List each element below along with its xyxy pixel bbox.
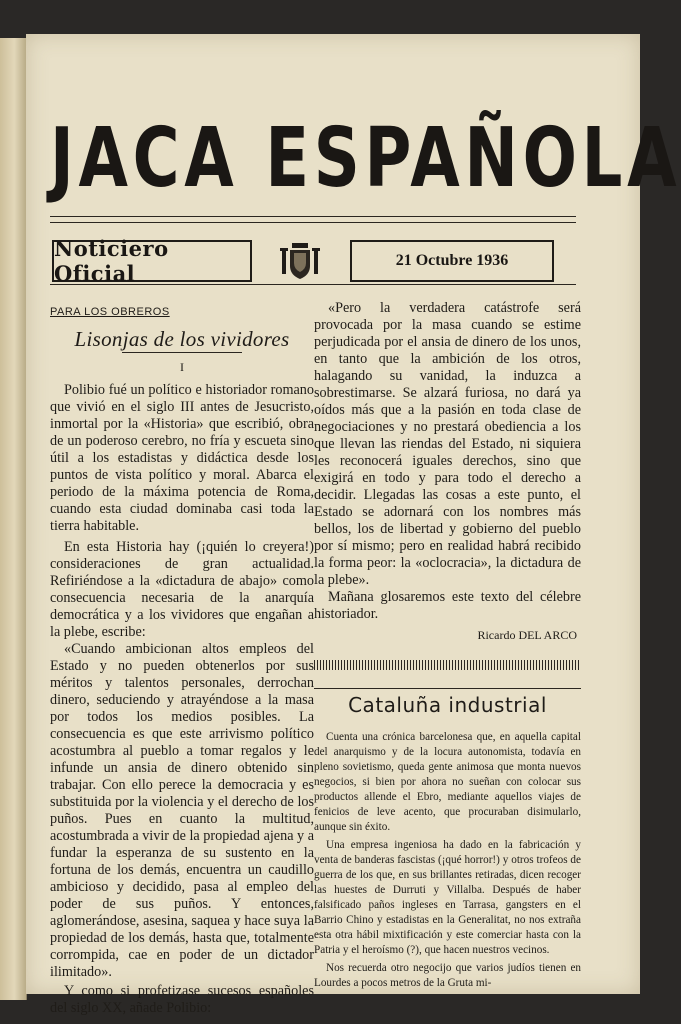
article-kicker: PARA LOS OBREROS xyxy=(50,306,170,318)
paragraph: Mañana glosaremos este texto del célebre historiador. xyxy=(314,589,581,622)
masthead xyxy=(50,104,681,214)
paragraph: Polibio fué un político e historiador romano que vivió en el siglo III antes de Jesucristo, inmortal por la «Historia» que escribió, obra de un poderoso cerebro, no fría y escueta sino útil a los estadistas y didáctica desde los puntos de vista político y moral. Abarca el periodo de la máxima potencia de Roma, cuando esta ciudad dominaba casi toda la tierra habitable. xyxy=(50,382,314,534)
header-rule xyxy=(50,284,576,287)
section-number: I xyxy=(180,360,184,374)
paragraph: En esta Historia hay (¡quién lo creyera!) consideraciones de gran actualidad. Refiriéndose a la «dictadura de abajo» como consecuencia necesaria de la anarquía democrática y a los vividores que engañan a la plebe, escribe: xyxy=(50,539,314,640)
masthead-rule xyxy=(50,216,576,223)
masthead-title: JACA ESPAÑOLA xyxy=(50,111,681,206)
article2-headline: Cataluña industrial xyxy=(314,688,581,714)
article-signature: Ricardo DEL ARCO xyxy=(477,628,577,642)
paragraph: Una empresa ingeniosa ha dado en la fabricación y venta de banderas fascistas (¡qué horror!) y otros trofeos de guerra de los que, en sus brillantes retiradas, dicen recoger las huestes de Durruti y Villalba. Después de haber falsificado paños ingleses en Tarrasa, gangsters en el Barrio Chino y estadistas en la Generalitat, no nos extraña esta otra hábil mixtificación y este comerciar hasta con la Patria y el heroísmo (?), que hacen nuestros vecinos. xyxy=(314,839,581,956)
left-column xyxy=(50,304,314,1017)
coat-of-arms-icon xyxy=(278,240,322,282)
paragraph: Nos recuerda otro negocijo que varios judíos tienen en Lourdes a pocos metros de la Gruta mi- xyxy=(314,962,581,989)
headline-rule xyxy=(122,352,242,353)
header-left-box xyxy=(52,236,252,286)
newspaper-page xyxy=(26,34,681,1016)
book-spine xyxy=(0,38,27,1000)
paragraph: Y como si profetizase sucesos españoles del siglo XX, añade Polibio: xyxy=(50,983,314,1016)
header-date: 21 Octubre 1936 xyxy=(395,252,509,269)
paragraph: «Pero la verdadera catástrofe será provocada por la masa cuando se estime perjudicada por el ansia de dinero de los unos, en tanto que la ambición de los otros, halagando su vanidad, la induzca a sobrestimarse. Se alzará furiosa, no dará ya oídos más que a la pasión en toda clase de negociaciones y no prestará obediencia a los que llevan las riendas del Estado, ni siquiera les reconocerá iguales derechos, sino que exigirá en todo y para todo el derecho a decidir. Llegadas las cosas a este punto, el Estado se adornará con los nombres más bellos, los de libertad y gobierno del pueblo por sí mismo; pero en realidad habrá recibido la forma peor: la «oclocracia», la dictadura de la plebe». xyxy=(314,300,581,588)
article2-body xyxy=(314,730,581,991)
paragraph: Cuenta una crónica barcelonesa que, en aquella capital del anarquismo y de la locura autonomista, todavía en pleno sovietismo, queda gente animosa que monta nuevos negocios, si bien por ahora no sueñan con colocar sus productos allende el Ebro, mediante aquellos viajes de fenicios de leve acento, que procuraban disimularlo, aunque sin éxito. xyxy=(314,731,581,833)
right-column xyxy=(314,300,581,991)
article-headline: Lisonjas de los vividores xyxy=(74,327,290,351)
header-date-box xyxy=(350,240,554,282)
header-left-label: Noticiero Oficial xyxy=(54,236,169,286)
paragraph: «Cuando ambicionan altos empleos del Estado y no pueden obtenerlos por sus méritos y talentos personales, derrochan dinero, seduciendo y atrayéndose a la masa por todos los medios posibles. La consecuencia es que este arrivismo político acostumbra al pueblo a tomar regalos y le infunde un ansia de dinero obtenido sin trabajar. Con ello perece la democracia y es substituida por la violencia y el derecho de los puños. Pues en cuanto la multitud, acostumbrada a vivir de la propiedad ajena y a fundar la esperanza de su sustento en la fortuna de los demás, encuentra un caudillo ambicioso y decidido, pasa al empleo del poder de sus puños. Y entonces, aglomerándose, asesina, saquea y hace suya la propiedad de los demás, hasta que, totalmente corrompida, cae en poder de un dictador ilimitado». xyxy=(50,641,314,980)
section-divider xyxy=(314,660,581,670)
